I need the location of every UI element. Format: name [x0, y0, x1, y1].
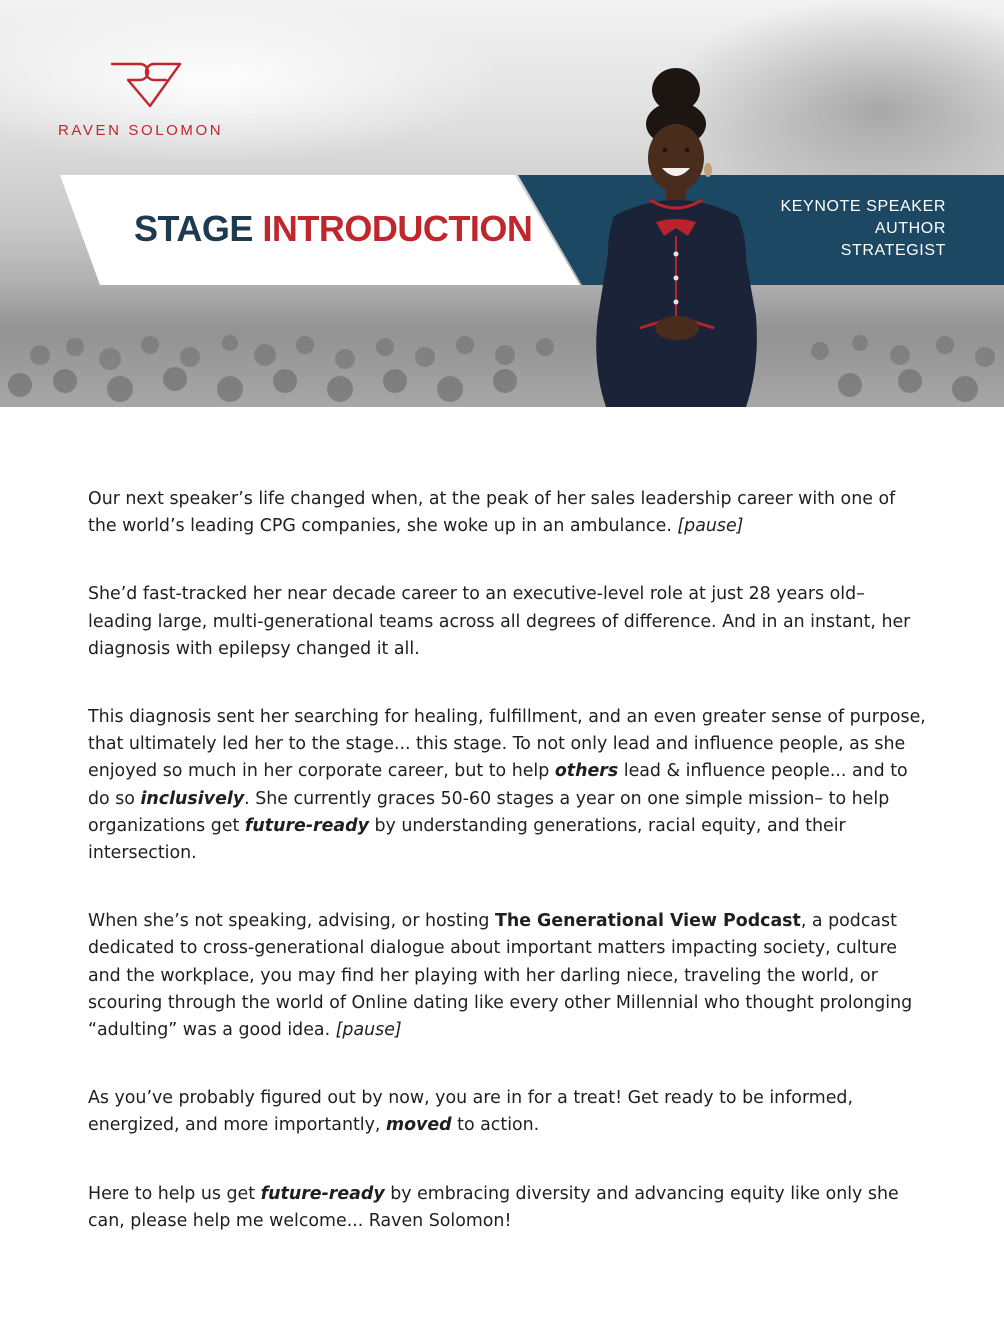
speaker-portrait	[570, 66, 790, 407]
role-strategist: STRATEGIST	[840, 242, 946, 259]
emphasis-moved: moved	[385, 1115, 452, 1136]
p3-text-a: This diagnosis sent her searching for healing, fulfillment, and an even greater sense of purpose, that ultimately led her to the stage... this stage. To not only lead and influence people, as she enjoyed so much in her corporate career, but to help	[88, 707, 926, 782]
p1-text: Our next speaker’s life changed when, at the peak of her sales leadership career with one of the world’s leading CPG companies, she woke up in an ambulance.	[88, 489, 896, 537]
p2-text: She’d fast-tracked her near decade career to an executive-level role at just 28 years old– leading large, multi-generational teams across all degrees of difference. And in an instant, her diagnosis with epilepsy changed it all.	[88, 584, 911, 659]
title-part-stage: STAGE	[134, 208, 253, 249]
p3-text-c: . She currently graces 50-60 stages a year on one simple mission– to help organizations get	[88, 788, 890, 836]
paragraph-2	[88, 581, 928, 663]
title-part-introduction: INTRODUCTION	[262, 208, 533, 249]
brand-logo	[58, 58, 238, 148]
speaker-roles	[781, 196, 947, 262]
page-title	[134, 208, 532, 250]
p6-text-b: by embracing diversity and advancing equity like only she can, please help me welcome... Raven Solomon!	[88, 1183, 899, 1231]
rs-monogram-icon	[110, 60, 184, 110]
paragraph-1	[88, 486, 928, 540]
p4-text-b: , a podcast dedicated to cross-generational dialogue about important matters impacting society, culture and the workplace, you may find her playing with her darling niece, traveling the world, or scouring through the world of Online dating like every other Millennial who thought prolonging “adulting” was a good idea.	[88, 911, 913, 1041]
header-banner	[0, 0, 1004, 407]
emphasis-inclusively: inclusively	[140, 788, 245, 809]
p5-text-b: to action.	[451, 1115, 540, 1136]
p3-text-b: lead & influence people... and to do so	[88, 761, 908, 809]
p6-text-a: Here to help us get	[88, 1183, 261, 1204]
paragraph-4	[88, 908, 928, 1044]
paragraph-3	[88, 704, 928, 867]
p3-text-d: by understanding generations, racial equity, and their intersection.	[88, 815, 846, 864]
podcast-name: The Generational View Podcast	[494, 911, 801, 932]
emphasis-future-ready: future-ready	[260, 1183, 385, 1204]
p5-text-a: As you’ve probably figured out by now, you are in for a treat! Get ready to be informed, energized, and more importantly,	[88, 1088, 853, 1136]
audience-background	[0, 285, 1004, 407]
paragraph-5	[88, 1085, 928, 1139]
introduction-script	[88, 486, 928, 1276]
role-keynote-speaker: KEYNOTE SPEAKER	[780, 198, 946, 215]
role-author: AUTHOR	[874, 220, 946, 237]
emphasis-future-ready: future-ready	[244, 815, 369, 836]
p4-text-a: When she’s not speaking, advising, or hosting	[88, 911, 495, 932]
paragraph-6	[88, 1181, 928, 1235]
emphasis-others: others	[554, 761, 619, 782]
brand-name: RAVEN SOLOMON	[58, 122, 224, 139]
pause-cue: [pause]	[335, 1020, 402, 1041]
pause-cue: [pause]	[677, 516, 744, 537]
